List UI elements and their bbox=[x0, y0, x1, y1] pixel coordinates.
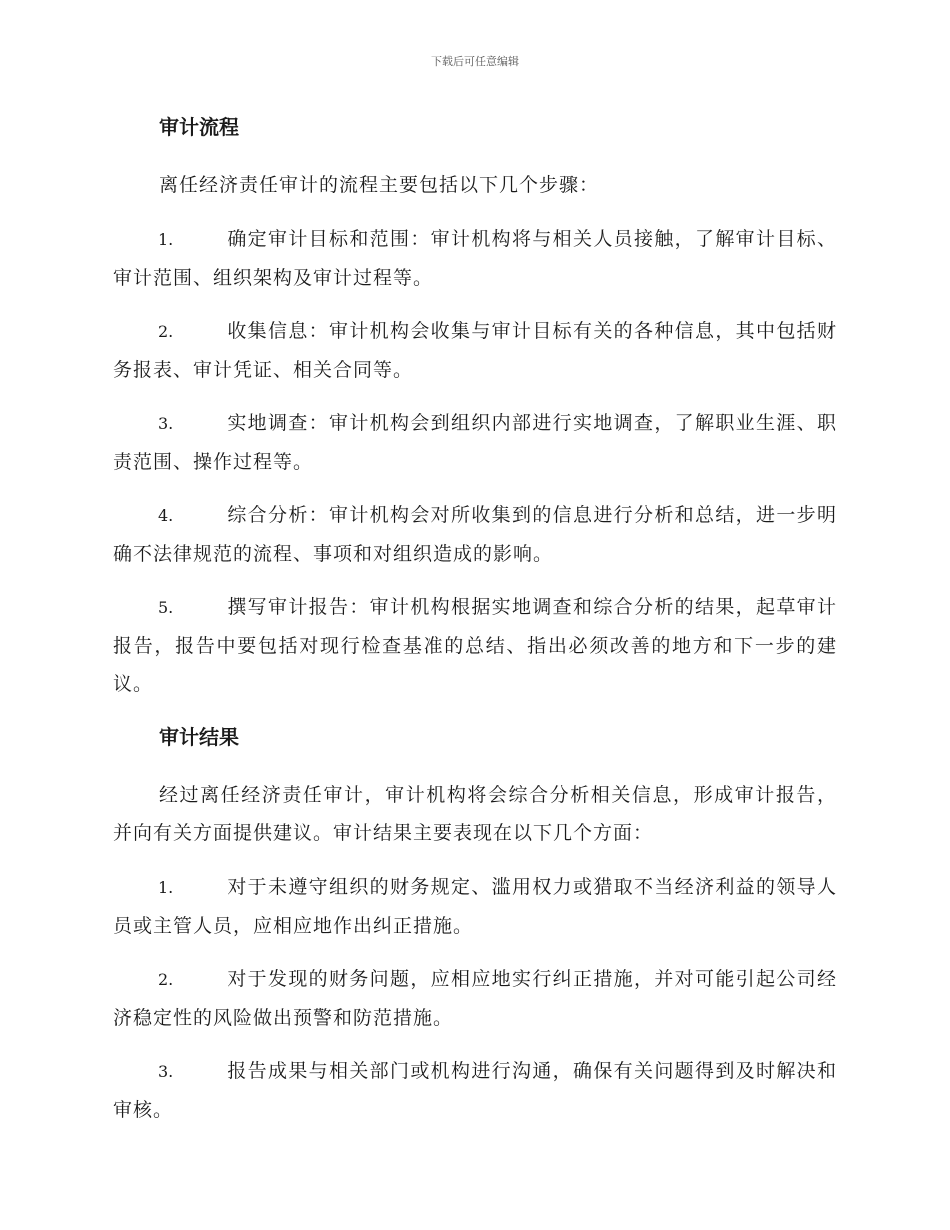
item-text: 实地调查：审计机构会到组织内部进行实地调查，了解职业生涯、职责范围、操作过程等。 bbox=[113, 412, 837, 473]
item-text: 撰写审计报告：审计机构根据实地调查和综合分析的结果，起草审计报告，报告中要包括对现行检查基准的总结、指出必须改善的地方和下一步的建议。 bbox=[113, 596, 837, 695]
list-item bbox=[113, 1052, 837, 1129]
list-item bbox=[113, 404, 837, 481]
item-text: 综合分析：审计机构会对所收集到的信息进行分析和总结，进一步明确不法律规范的流程、事项和对组织造成的影响。 bbox=[113, 504, 837, 565]
item-text: 对于未遵守组织的财务规定、滥用权力或猎取不当经济利益的领导人员或主管人员，应相应地作出纠正措施。 bbox=[113, 876, 837, 937]
section-audit-process bbox=[113, 108, 837, 703]
section-heading: 审计结果 bbox=[159, 725, 239, 749]
item-number: 4. bbox=[158, 506, 174, 525]
section-intro: 经过离任经济责任审计，审计机构将会综合分析相关信息，形成审计报告，并向有关方面提供建议。审计结果主要表现在以下几个方面： bbox=[113, 784, 837, 844]
list-item bbox=[113, 496, 837, 573]
item-text: 收集信息：审计机构会收集与审计目标有关的各种信息，其中包括财务报表、审计凭证、相关合同等。 bbox=[113, 320, 837, 381]
item-number: 2. bbox=[158, 970, 174, 989]
list-item bbox=[113, 868, 837, 945]
item-number: 5. bbox=[158, 598, 174, 617]
item-text: 报告成果与相关部门或机构进行沟通，确保有关问题得到及时解决和审核。 bbox=[113, 1060, 837, 1121]
section-heading: 审计流程 bbox=[159, 115, 239, 139]
item-number: 2. bbox=[158, 322, 174, 341]
item-number: 3. bbox=[158, 414, 174, 433]
list-item bbox=[113, 220, 837, 297]
list-item bbox=[113, 588, 837, 703]
item-text: 对于发现的财务问题，应相应地实行纠正措施，并对可能引起公司经济稳定性的风险做出预警和防范措施。 bbox=[113, 968, 837, 1029]
page-header-note: 下载后可任意编辑 bbox=[431, 55, 519, 68]
item-text: 确定审计目标和范围：审计机构将与相关人员接触，了解审计目标、审计范围、组织架构及审计过程等。 bbox=[113, 228, 837, 289]
item-number: 1. bbox=[158, 230, 174, 249]
section-intro: 离任经济责任审计的流程主要包括以下几个步骤： bbox=[159, 174, 600, 196]
document-body bbox=[113, 108, 837, 1144]
item-number: 1. bbox=[158, 878, 174, 897]
item-number: 3. bbox=[158, 1062, 174, 1081]
list-item bbox=[113, 960, 837, 1037]
list-item bbox=[113, 312, 837, 389]
section-audit-results bbox=[113, 718, 837, 1129]
